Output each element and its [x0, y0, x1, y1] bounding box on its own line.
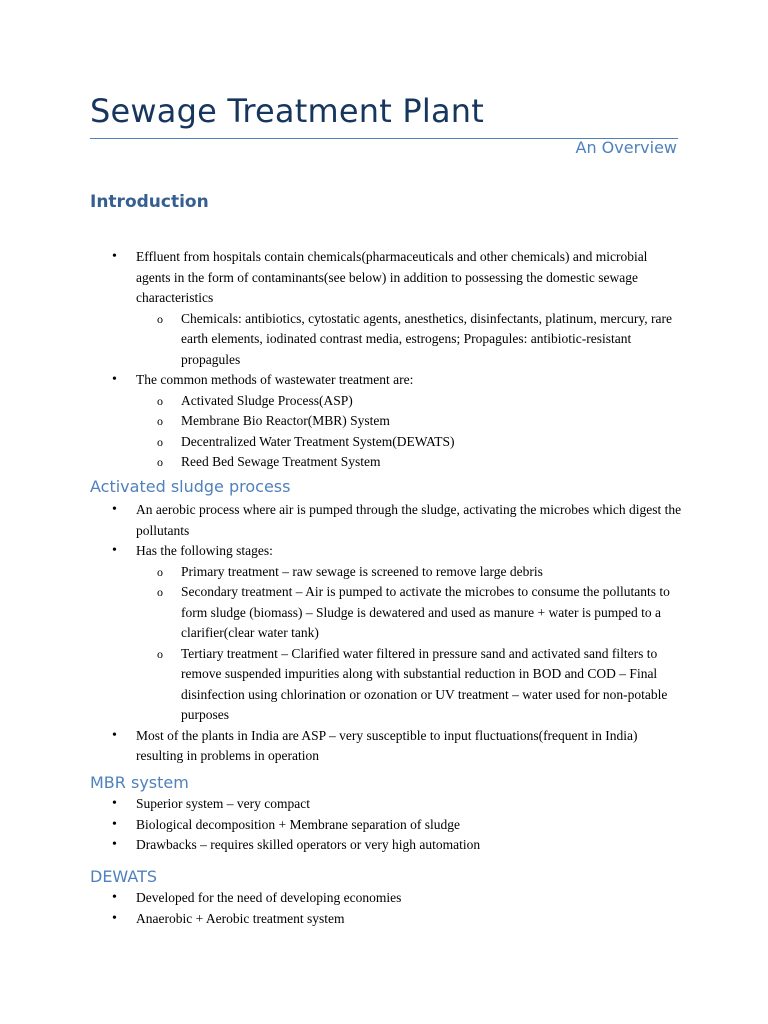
list-item: • Biological decomposition + Membrane separation of sludge — [108, 815, 683, 836]
list-item: • Effluent from hospitals contain chemicals(pharmaceuticals and other chemicals) and microbial agents in the form of contaminants(see below) in addition to possessing the domestic sewage characteristics — [108, 247, 683, 309]
mbr-heading: MBR system — [90, 773, 189, 792]
list-item: • Drawbacks – requires skilled operators or very high automation — [108, 835, 683, 856]
introduction-heading: Introduction — [90, 192, 209, 212]
document-title: Sewage Treatment Plant — [90, 92, 484, 130]
asp-heading: Activated sludge process — [90, 477, 291, 496]
sub-list-item: o Decentralized Water Treatment System(DEWATS) — [108, 432, 683, 453]
list-item: • Has the following stages: — [108, 541, 683, 562]
dewats-heading: DEWATS — [90, 867, 158, 886]
sub-list-item: o Tertiary treatment – Clarified water filtered in pressure sand and activated sand filters to remove suspended impurities along with substantial reduction in BOD and COD – Final disinfection using chlorination or ozonation or UV treatment – water used for non-potable purposes — [108, 644, 683, 726]
list-item: • An aerobic process where air is pumped through the sludge, activating the microbes which digest the pollutants — [108, 500, 683, 541]
list-item: • Developed for the need of developing economies — [108, 888, 683, 909]
sub-list-item: o Reed Bed Sewage Treatment System — [108, 452, 683, 473]
sub-list-item: o Activated Sludge Process(ASP) — [108, 391, 683, 412]
list-item: • Most of the plants in India are ASP – very susceptible to input fluctuations(frequent in India) resulting in problems in operation — [108, 726, 683, 767]
sub-list-item: o Membrane Bio Reactor(MBR) System — [108, 411, 683, 432]
sub-list-item: o Chemicals: antibiotics, cytostatic agents, anesthetics, disinfectants, platinum, mercury, rare earth elements, iodinated contrast media, estrogens; Propagules: antibiotic-resistant propagules — [108, 309, 683, 371]
asp-list — [108, 500, 683, 767]
dewats-list — [108, 888, 683, 929]
list-item: • The common methods of wastewater treatment are: — [108, 370, 683, 391]
introduction-list — [108, 247, 683, 473]
sub-list-item: o Secondary treatment – Air is pumped to activate the microbes to consume the pollutants to form sludge (biomass) – Sludge is dewatered and used as manure + water is pumped to a clarifier(clear water tank) — [108, 582, 683, 644]
document-subtitle: An Overview — [575, 138, 677, 157]
list-item: • Anaerobic + Aerobic treatment system — [108, 909, 683, 930]
mbr-list — [108, 794, 683, 856]
sub-list-item: o Primary treatment – raw sewage is screened to remove large debris — [108, 562, 683, 583]
list-item: • Superior system – very compact — [108, 794, 683, 815]
